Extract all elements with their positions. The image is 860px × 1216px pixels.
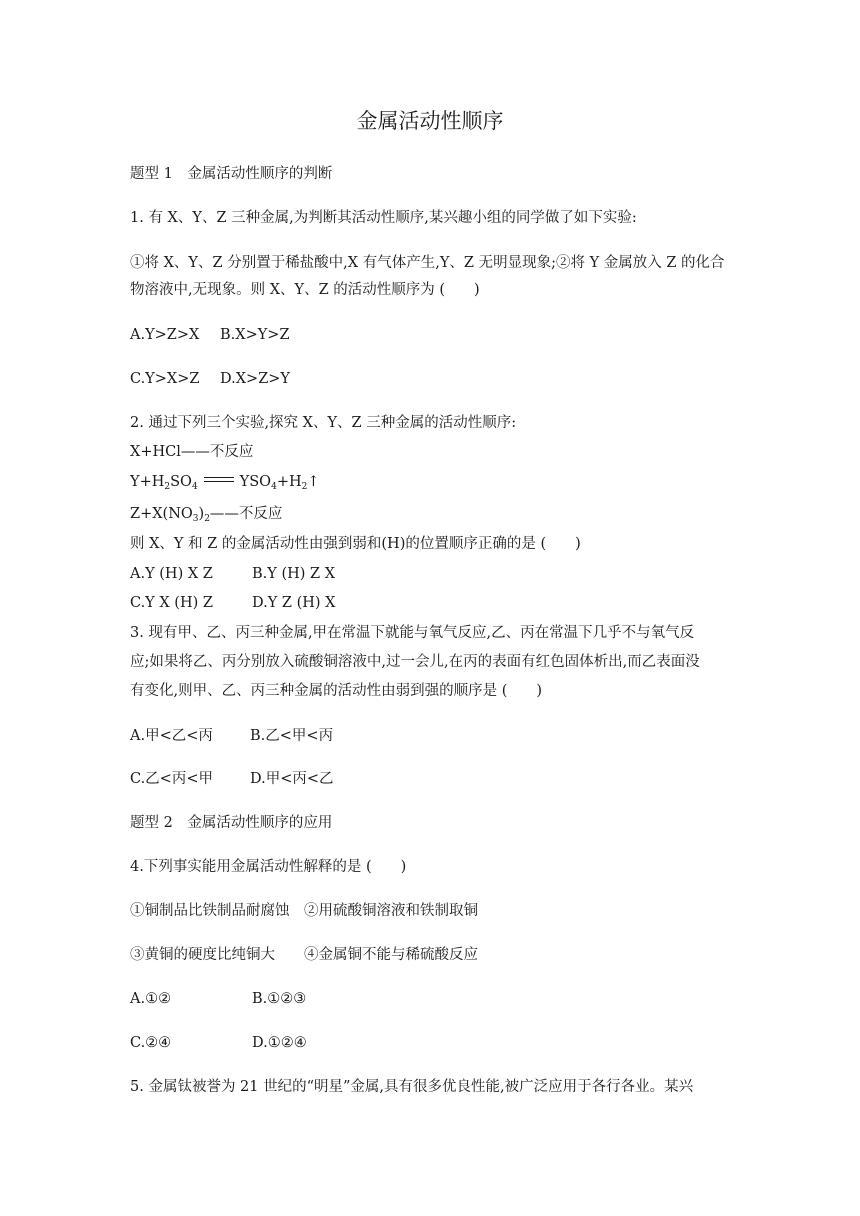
r2-sub3: 4 [271,482,277,492]
q2-reaction-1: X+HCl——不反应 [130,444,254,460]
q1-line2: ①将 X、Y、Z 分别置于稀盐酸中,X 有气体产生,Y、Z 无明显现象;②将 Y 金属放入 Z 的化合 [130,255,725,271]
q5-line1: 5. 金属钛被誉为 21 世纪的“明星”金属,具有很多优良性能,被广泛应用于各行各业。某兴 [130,1079,694,1095]
q2-reaction-3 [130,504,282,524]
q2-question: 则 X、Y 和 Z 的金属活动性由强到弱和(H)的位置顺序正确的是 ( ) [130,536,581,552]
r2-sub4: 2 [301,482,308,492]
q4-option-a: A.①② [130,991,172,1007]
gas-arrow-icon: ↑ [307,474,320,490]
q2-options-row2 [130,593,335,613]
document-title: 金属活动性顺序 [356,109,504,133]
q2-option-d: D.Y Z (H) X [252,595,336,611]
q3-option-a: A.甲<乙<丙 [130,728,213,744]
q2-stem: 2. 通过下列三个实验,探究 X、Y、Z 三种金属的活动性顺序: [130,415,517,431]
q4-options-row2 [130,1033,307,1053]
equals-sign-icon [204,477,234,482]
r2-right: YSO [239,474,272,490]
q2-reaction-2 [130,472,320,492]
q1-line3: 物溶液中,无现象。则 X、Y、Z 的活动性顺序为 ( ) [130,282,480,298]
q3-option-c: C.乙<丙<甲 [130,771,213,787]
section-heading-2: 题型 2 金属活动性顺序的应用 [130,815,333,831]
r3-right: ——不反应 [209,506,283,522]
r2-sub2: 4 [191,482,198,492]
q3-line2: 应;如果将乙、丙分别放入硫酸铜溶液中,过一会儿,在丙的表面有红色固体析出,而乙表面没 [130,654,700,670]
r3-mid: ) [198,506,205,522]
q4-stem: 4.下列事实能用金属活动性解释的是 ( ) [130,859,407,875]
q2-option-c: C.Y X (H) Z [130,595,213,611]
q2-option-a: A.Y (H) X Z [130,566,213,582]
q1-option-a: A.Y>Z>X [130,327,200,343]
q3-options-row2 [130,769,334,789]
r3-left: Z+X(NO [130,506,193,522]
r3-sub1: 3 [192,514,199,524]
r2-mid: SO [170,474,192,490]
r3-sub2: 2 [204,514,210,524]
q4-statements-3-4: ③黄铜的硬度比纯铜大 ④金属铜不能与稀硫酸反应 [130,947,478,963]
r2-left: Y+H [130,474,165,490]
q4-option-d: D.①②④ [252,1035,307,1051]
q1-stem: 1. 有 X、Y、Z 三种金属,为判断其活动性顺序,某兴趣小组的同学做了如下实验: [130,210,637,226]
q3-option-d: D.甲<丙<乙 [250,771,334,787]
q1-option-c: C.Y>X>Z [130,371,200,387]
q4-option-c: C.②④ [130,1035,172,1051]
q1-options-row2 [130,369,290,389]
r2-sub1: 2 [164,482,171,492]
section-heading-1: 题型 1 金属活动性顺序的判断 [130,166,333,182]
q3-line3: 有变化,则甲、乙、丙三种金属的活动性由弱到强的顺序是 ( ) [130,683,543,699]
q2-option-b: B.Y (H) Z X [252,566,336,582]
q1-option-b: B.X>Y>Z [220,327,290,343]
q4-statements-1-2: ①铜制品比铁制品耐腐蚀 ②用硫酸铜溶液和铁制取铜 [130,903,478,919]
q3-options-row1 [130,726,333,746]
q4-option-b: B.①②③ [252,991,307,1007]
q2-options-row1 [130,564,335,584]
q1-options-row1 [130,325,290,345]
q4-options-row1 [130,989,306,1009]
q3-option-b: B.乙<甲<丙 [250,728,334,744]
q1-option-d: D.X>Z>Y [220,371,290,387]
r2-plus: +H [276,474,302,490]
q3-line1: 3. 现有甲、乙、丙三种金属,甲在常温下就能与氧气反应,乙、丙在常温下几乎不与氧气反 [130,625,695,641]
